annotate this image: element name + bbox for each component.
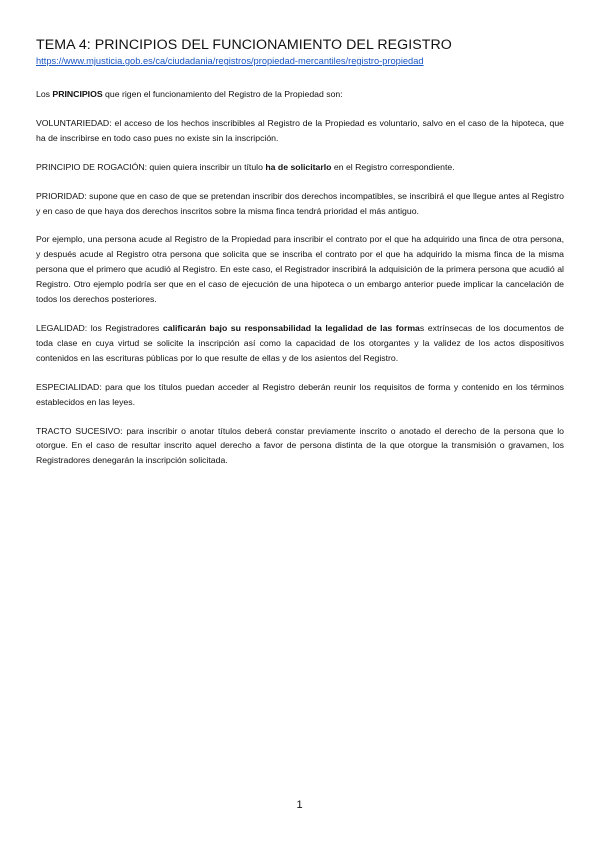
especialidad-paragraph: ESPECIALIDAD: para que los títulos puedan acceder al Registro deberán reunir los requisitos de forma y contenido en los términos establecidos en las leyes. xyxy=(36,381,564,407)
rogacion-paragraph xyxy=(36,160,564,175)
legalidad-paragraph xyxy=(36,321,564,366)
source-link[interactable]: https://www.mjusticia.gob.es/ca/ciudadania/registros/propiedad-mercantiles/registro-propiedad xyxy=(36,56,424,66)
rogacion-text-bold: ha de solicitarlo xyxy=(265,161,332,172)
rogacion-text-start: PRINCIPIO DE ROGACIÓN: quien quiera inscribir un título xyxy=(36,161,266,172)
tracto-paragraph: TRACTO SUCESIVO: para inscribir o anotar títulos deberá constar previamente inscrito o anotado el derecho de la persona que lo otorgue. En el caso de resultar inscrito aquel derecho a favor de persona distinta de la que otorgue la transmisión o gravamen, los Registradores denegarán la inscripción solicitada. xyxy=(36,425,564,466)
ejemplo-paragraph: Por ejemplo, una persona acude al Registro de la Propiedad para inscribir el contrato por el que ha adquirido una finca de otra persona, y después acude al Registro otra persona que solicita que se inscriba el contrato por el que ha adquirido la misma finca de la misma persona que el primero que acudió al Registro. En este caso, el Registrador inscribirá la adquisición de la primera persona que acudió al Registro. Otro ejemplo podría ser que en el caso de ejecución de una hipoteca o un embargo anterior puede implicar la cancelación de todos los derechos posteriores. xyxy=(36,234,564,305)
voluntariedad-paragraph: VOLUNTARIEDAD: el acceso de los hechos inscribibles al Registro de la Propiedad es voluntario, salvo en el caso de la hipoteca, que ha de inscribirse en todo caso pues no existe sin la inscripción. xyxy=(36,117,564,143)
document-page xyxy=(36,37,564,468)
intro-text-end: que rigen el funcionamiento del Registro de la Propiedad son: xyxy=(102,89,343,99)
intro-paragraph xyxy=(36,87,564,102)
rogacion-text-end: en el Registro correspondiente. xyxy=(331,161,455,172)
page-number: 1 xyxy=(296,799,303,811)
intro-text-start: Los xyxy=(36,89,53,99)
prioridad-paragraph: PRIORIDAD: supone que en caso de que se pretendan inscribir dos derechos incompatibles, se inscribirá el que llegue antes al Registro y en caso de que haya dos derechos inscritos sobre la misma finca tendrá prioridad el más antiguo. xyxy=(36,190,564,216)
intro-text-bold: PRINCIPIOS xyxy=(52,89,103,99)
page-title: TEMA 4: PRINCIPIOS DEL FUNCIONAMIENTO DEL REGISTRO xyxy=(36,37,452,53)
legalidad-text-start: LEGALIDAD: los Registradores xyxy=(36,322,163,333)
legalidad-text-end: s extrínsecas de los documentos de toda clase en cuya virtud se solicite la inscripción así como la capacidad de los otorgantes y la validez de los actos dispositivos contenidos en las escrituras públicas por lo que resulte de ellas y de los asientos del Registro. xyxy=(36,322,565,363)
legalidad-text-bold: calificarán bajo su responsabilidad la legalidad de las forma xyxy=(162,322,420,333)
